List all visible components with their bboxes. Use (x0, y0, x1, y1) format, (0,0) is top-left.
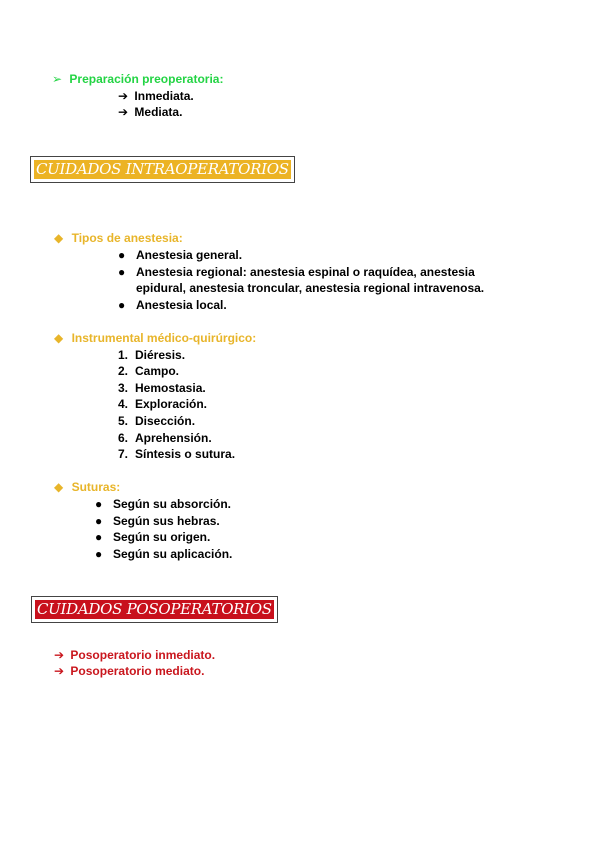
list-item-continuation (136, 280, 484, 296)
bullet-icon: ● (95, 514, 103, 528)
list-item-label: Hemostasia. (135, 381, 206, 395)
list-item (54, 663, 204, 679)
numbered-item (118, 413, 195, 429)
suturas-heading-label: Suturas: (71, 480, 121, 494)
list-item-label: Disección. (135, 414, 196, 428)
instrumental-heading-label: Instrumental médico-quirúrgico: (71, 331, 257, 345)
right-arrow-icon: ➔ (54, 664, 65, 678)
list-item-label: Aprehensión. (135, 431, 212, 445)
list-item (118, 104, 182, 120)
numbered-item (118, 363, 179, 379)
posop-title-box (31, 596, 278, 623)
diamond-icon: ◆ (54, 331, 64, 345)
item-number: 6. (118, 431, 129, 445)
diamond-icon: ◆ (54, 480, 64, 494)
list-item-label: Según su origen. (113, 530, 211, 544)
numbered-item (118, 347, 185, 363)
list-item (95, 546, 232, 562)
item-number: 5. (118, 414, 129, 428)
right-arrow-icon: ➔ (54, 648, 65, 662)
right-arrow-icon: ➔ (118, 105, 129, 119)
intraop-title-box (30, 156, 295, 183)
item-number: 3. (118, 381, 129, 395)
item-number: 2. (118, 364, 129, 378)
list-item (118, 247, 242, 263)
list-item (54, 647, 215, 663)
suturas-heading (54, 479, 120, 495)
list-item (95, 496, 231, 512)
list-item (118, 264, 475, 280)
numbered-item (118, 446, 235, 462)
list-item-label: Anestesia general. (136, 248, 243, 262)
numbered-item (118, 396, 207, 412)
numbered-item (118, 430, 212, 446)
item-number: 4. (118, 397, 129, 411)
posop-title: CUIDADOS POSOPERATORIOS (37, 600, 272, 618)
list-item-label: epidural, anestesia troncular, anestesia regional intravenosa. (136, 281, 485, 295)
list-item-label: Según su absorción. (113, 497, 232, 511)
bullet-icon: ● (118, 298, 126, 312)
diamond-icon: ◆ (54, 231, 64, 245)
list-item (118, 297, 227, 313)
list-item-label: Anestesia regional: anestesia espinal o raquídea, anestesia (136, 265, 475, 279)
list-item-label: Síntesis o sutura. (135, 447, 236, 461)
list-item (95, 529, 210, 545)
list-item-label: Mediata. (134, 105, 183, 119)
item-number: 1. (118, 348, 129, 362)
arrowhead-icon: ➢ (52, 72, 63, 86)
list-item-label: Según sus hebras. (113, 514, 220, 528)
intraop-title: CUIDADOS INTRAOPERATORIOS (36, 160, 289, 178)
list-item (118, 88, 194, 104)
list-item-label: Posoperatorio mediato. (70, 664, 205, 678)
preop-heading-label: Preparación preoperatoria: (69, 72, 224, 86)
list-item-label: Anestesia local. (136, 298, 227, 312)
list-item-label: Posoperatorio inmediato. (70, 648, 216, 662)
list-item-label: Campo. (135, 364, 180, 378)
numbered-item (118, 380, 206, 396)
list-item-label: Según su aplicación. (113, 547, 233, 561)
list-item-label: Inmediata. (134, 89, 194, 103)
item-number: 7. (118, 447, 129, 461)
instrumental-heading (54, 330, 256, 346)
bullet-icon: ● (118, 265, 126, 279)
list-item-label: Diéresis. (135, 348, 186, 362)
list-item (95, 513, 220, 529)
anestesia-heading-label: Tipos de anestesia: (71, 231, 183, 245)
list-item-label: Exploración. (135, 397, 208, 411)
bullet-icon: ● (95, 530, 103, 544)
preop-heading (52, 71, 223, 87)
bullet-icon: ● (95, 547, 103, 561)
bullet-icon: ● (95, 497, 103, 511)
bullet-icon: ● (118, 248, 126, 262)
anestesia-heading (54, 230, 183, 246)
right-arrow-icon: ➔ (118, 89, 129, 103)
